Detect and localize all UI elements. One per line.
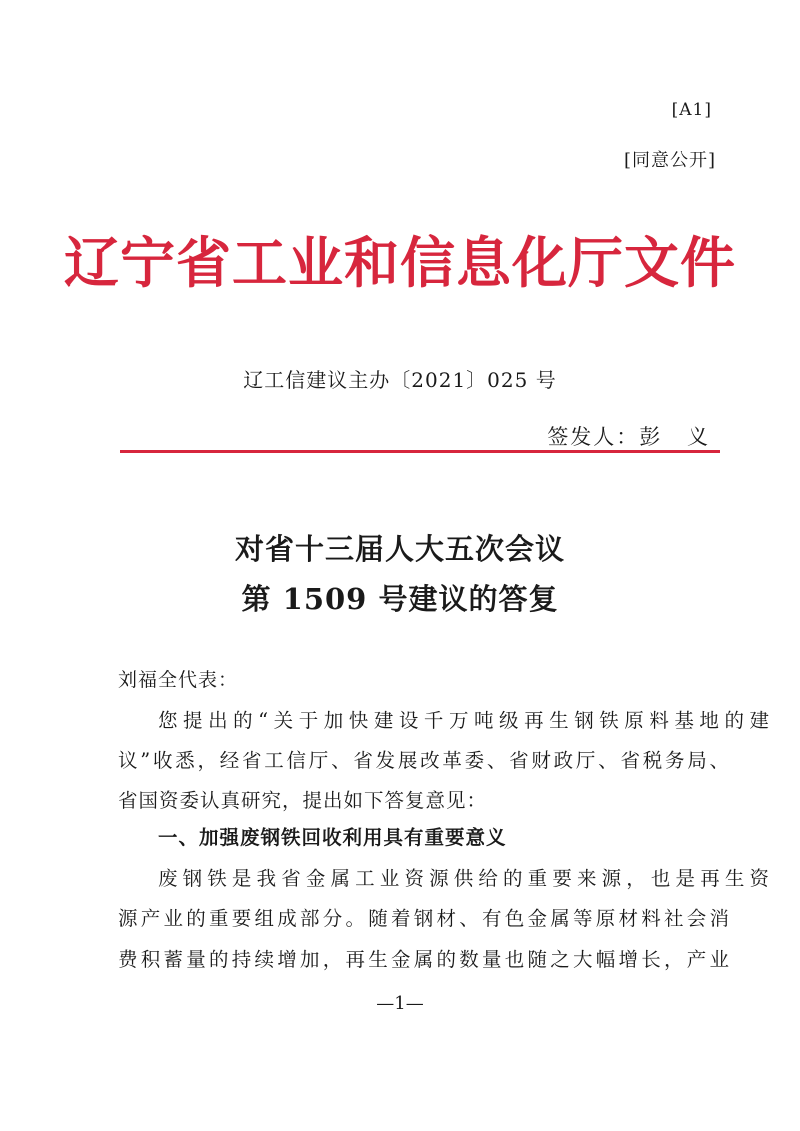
paragraph-1-line-1: 您提出的“关于加快建设千万吨级再生钢铁原料基地的建 [158, 709, 770, 732]
classification-code: [A1] [671, 100, 712, 120]
document-masthead: 辽宁省工业和信息化厅文件 [63, 230, 736, 295]
signer-name: 彭 义 [639, 425, 718, 449]
document-title-line-1: 对省十三届人大五次会议 [234, 532, 565, 566]
red-separator-rule [120, 450, 720, 453]
signer-label: 签发人： [547, 425, 640, 449]
document-number: 辽工信建议主办〔2021〕025 号 [243, 368, 557, 392]
salutation: 刘福全代表： [118, 669, 239, 691]
section-paragraph-line-3: 费积蓄量的持续增加，再生金属的数量也随之大幅增长，产业 [118, 948, 730, 971]
disclosure-mark: [同意公开] [623, 150, 716, 171]
paragraph-1-line-2: 议”收悉，经省工信厅、省发展改革委、省财政厅、省税务局、 [118, 749, 730, 772]
section-heading: 一、加强废钢铁回收利用具有重要意义 [158, 826, 507, 849]
paragraph-1-line-3: 省国资委认真研究，提出如下答复意见： [118, 789, 488, 812]
page-number: —1— [376, 993, 424, 1014]
signer-line [547, 421, 718, 451]
section-paragraph-line-1: 废钢铁是我省金属工业资源供给的重要来源，也是再生资 [158, 867, 770, 890]
document-title-line-2: 第 1509 号建议的答复 [241, 582, 559, 616]
section-paragraph-line-2: 源产业的重要组成部分。随着钢材、有色金属等原材料社会消 [118, 907, 730, 930]
